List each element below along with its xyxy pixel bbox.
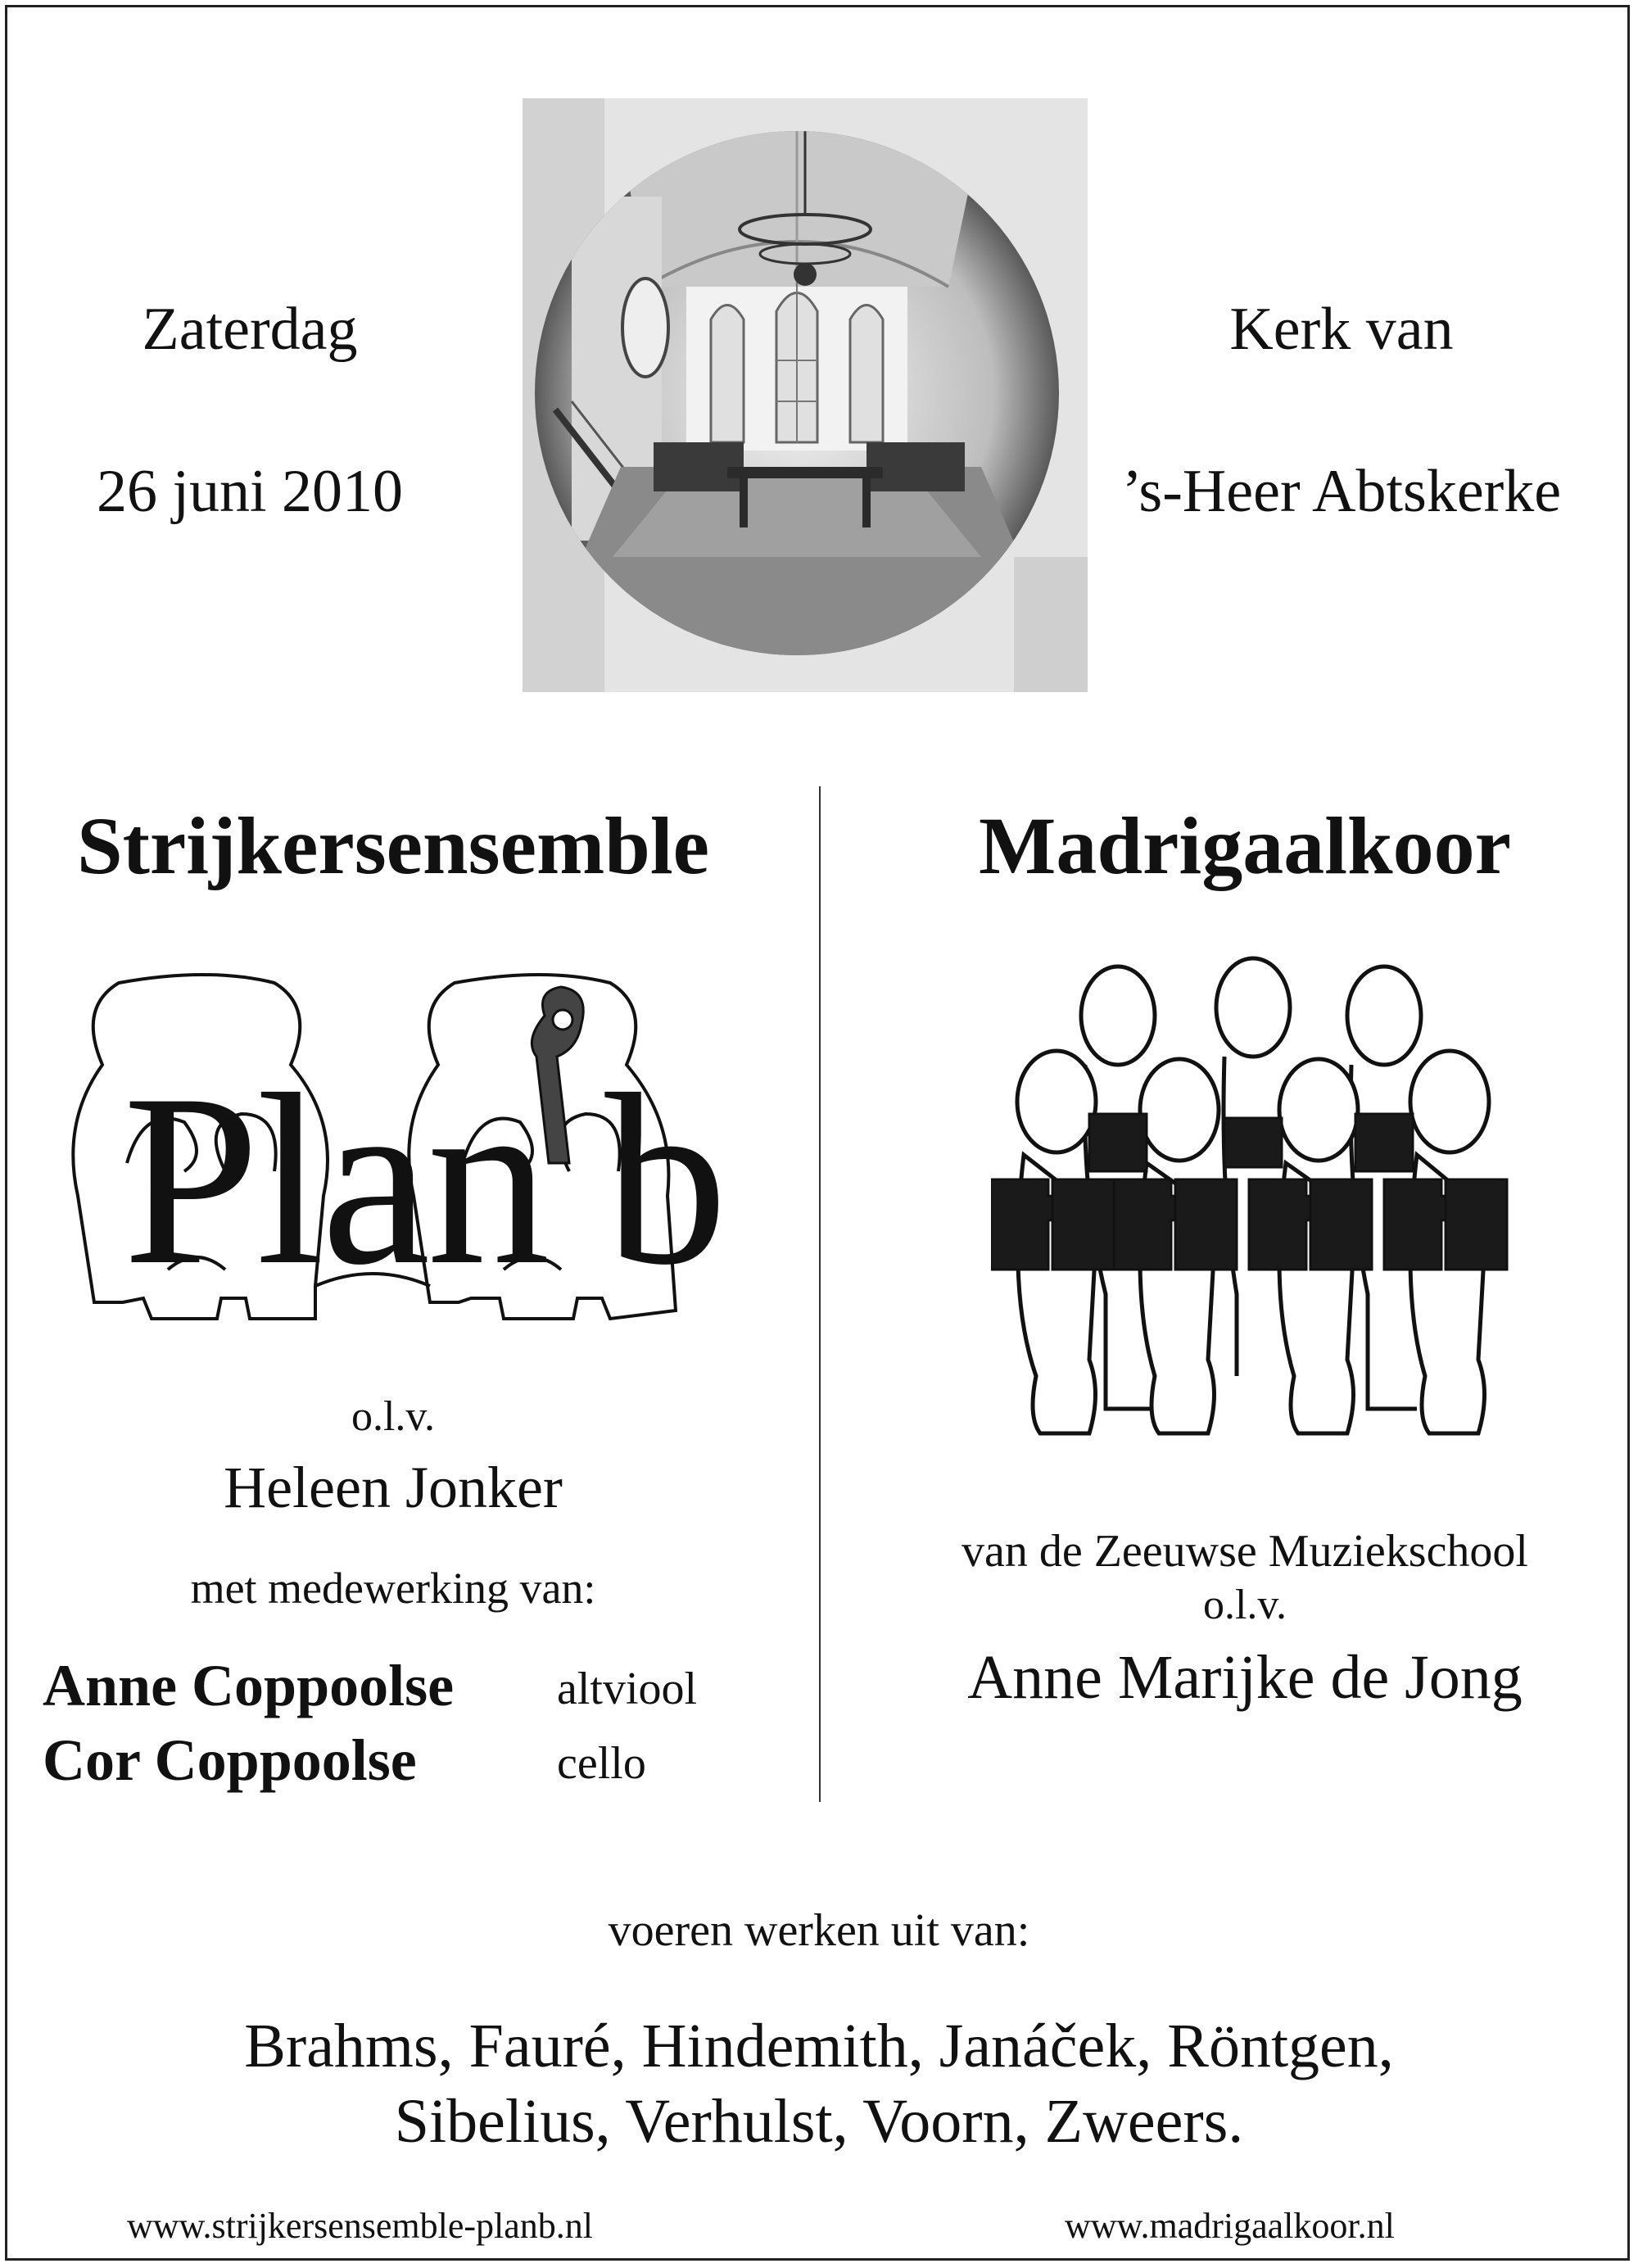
choir-heading: Madrigaalkoor	[979, 800, 1511, 891]
event-date: 26 juni 2010	[96, 458, 404, 525]
ensemble-conductor: Heleen Jonker	[224, 1455, 563, 1520]
ensemble-olv: o.l.v.	[351, 1393, 436, 1440]
choir-olv: o.l.v.	[1202, 1582, 1287, 1628]
ensemble-website-link[interactable]: www.strijkersensemble-planb.nl	[127, 2206, 594, 2246]
planb-logo	[45, 958, 733, 1343]
guest-name: Anne Coppoolse	[43, 1653, 455, 1718]
program-intro: voeren werken uit van:	[608, 1905, 1030, 1956]
guest-instrument: altviool	[557, 1664, 698, 1714]
ensemble-heading: Strijkersensemble	[76, 800, 710, 891]
composers-line-1: Brahms, Fauré, Hindemith, Janáček, Röntgen,	[244, 2012, 1394, 2080]
planb-logo-text: Plan b	[123, 1043, 725, 1315]
with-label: met medewerking van:	[190, 1564, 596, 1613]
choir-website-link[interactable]: www.madrigaalkoor.nl	[1065, 2206, 1395, 2246]
choir-conductor: Anne Marijke de Jong	[967, 1643, 1523, 1712]
column-divider	[819, 786, 821, 1802]
event-day: Zaterdag	[142, 296, 358, 363]
venue-line-1: Kerk van	[1229, 296, 1454, 363]
venue-line-2: ’s-Heer Abtskerke	[1121, 458, 1562, 525]
guest-name: Cor Coppoolse	[43, 1727, 417, 1793]
choir-singers-logo	[991, 950, 1515, 1458]
composers-line-2: Sibelius, Verhulst, Voorn, Zweers.	[394, 2087, 1244, 2156]
guest-instrument: cello	[557, 1738, 646, 1789]
church-interior-photo	[523, 98, 1088, 692]
choir-school: van de Zeeuwse Muziekschool	[962, 1526, 1528, 1577]
